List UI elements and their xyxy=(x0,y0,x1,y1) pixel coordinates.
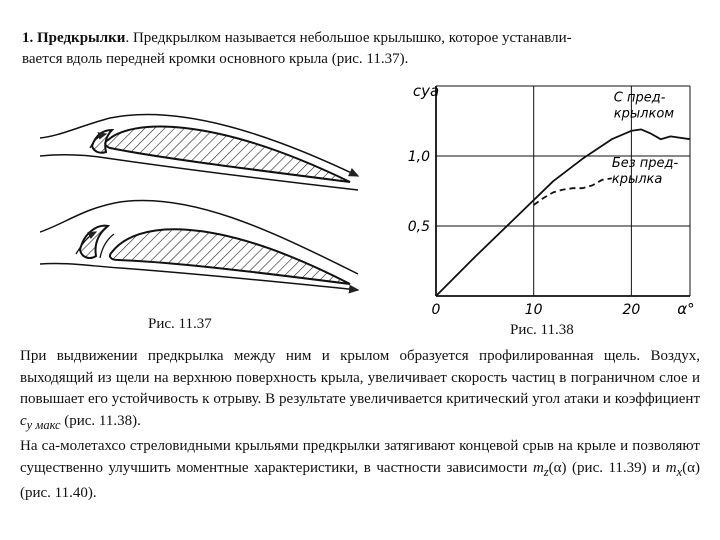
mx-subscript: x xyxy=(676,464,683,479)
y-tick-label: 0,5 xyxy=(407,219,430,235)
body-p1-a: При выдвижении предкрылка между ним и крылом образуется профилированная щель. Воздух, выходящий из щели на верхнюю поверхность крыла, увеличивает скорость частиц в пограничном слое и повышает его устойчивость к отрыву. В результате увеличивается критический угол атаки и коэффициент xyxy=(20,348,700,407)
chart-series xyxy=(436,129,690,296)
mz-subscript: z xyxy=(543,464,549,479)
mz-symbol: m xyxy=(532,459,544,476)
body-p1-b: (рис. 11.38). xyxy=(60,412,141,429)
figure-11-38-caption: Рис. 11.38 xyxy=(510,322,574,338)
body-text xyxy=(20,346,700,505)
body-p2-mid: (рис. 11.39) и xyxy=(566,459,666,476)
mx-symbol: m xyxy=(665,459,677,476)
intro-text-1: . Предкрылком называется небольшое крылышко, которое устанавли- xyxy=(125,30,572,46)
airfoil-closed-slat xyxy=(40,115,358,190)
chart-text xyxy=(408,82,695,318)
y-axis-label: cyа xyxy=(412,82,440,100)
series-label-without-slat: Без пред- xyxy=(611,156,679,172)
series-label-with-slat: крылком xyxy=(613,106,675,122)
x-axis-label: α° xyxy=(677,300,695,318)
series-label-without-slat: крылка xyxy=(611,172,663,188)
body-p2-end: (рис. 11.40). xyxy=(20,485,97,501)
cy-max-symbol: c xyxy=(20,412,27,429)
section-heading: 1. Предкрылки xyxy=(22,30,126,46)
series-line-with-slat xyxy=(436,129,690,296)
airfoil-open-slat xyxy=(40,200,358,290)
mx-argument: (α) xyxy=(682,459,700,476)
series-line-without-slat xyxy=(534,178,612,205)
x-tick-label: 20 xyxy=(622,302,641,318)
y-tick-label: 1,0 xyxy=(407,149,430,165)
series-label-with-slat: С пред- xyxy=(613,90,666,106)
x-tick-label: 10 xyxy=(524,302,543,318)
intro-text-2: вается вдоль передней кромки основного крыла (рис. 11.37). xyxy=(22,51,409,67)
x-tick-label: 0 xyxy=(431,302,441,318)
figure-11-37-caption: Рис. 11.37 xyxy=(148,316,212,332)
intro-paragraph xyxy=(22,28,698,70)
figure-11-37-airfoil xyxy=(40,104,370,304)
cy-max-subscript: y макс xyxy=(26,417,61,432)
figure-11-38-chart xyxy=(400,76,700,344)
body-p2-a: На са-молетахсо стреловидными крыльями предкрылки затягивают концевой срыв на крыле и позволяют существенно улучшить моментные характеристики, в частности зависимости xyxy=(20,438,700,476)
mz-argument: (α) xyxy=(548,459,567,476)
